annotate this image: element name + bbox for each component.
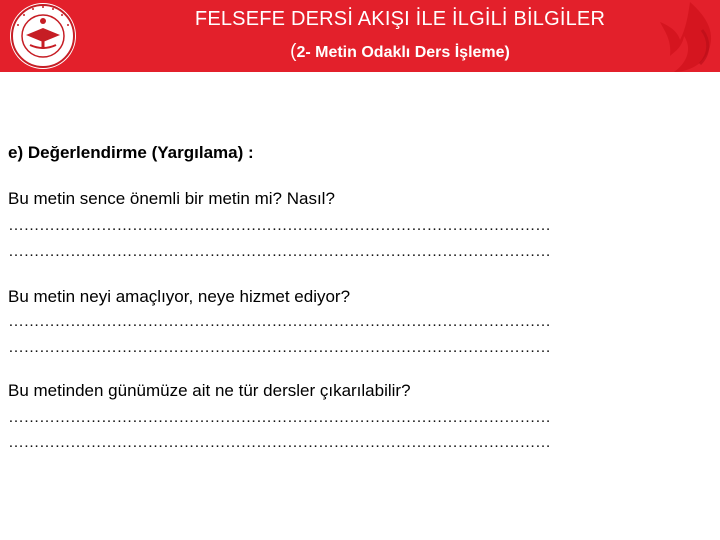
page-title: FELSEFE DERSİ AKIŞI İLE İLGİLİ BİLGİLER: [194, 8, 606, 30]
header-banner: [0, 0, 720, 72]
page-subtitle: [150, 41, 650, 63]
answer-line-2b: ……………………………………………………………………………………………: [8, 339, 551, 356]
answer-line-2a: ……………………………………………………………………………………………: [8, 313, 551, 330]
question-1: Bu metin sence önemli bir metin mi? Nasıl?: [8, 189, 335, 208]
answer-line-1b: ……………………………………………………………………………………………: [8, 243, 551, 260]
subtitle-open-paren: (: [290, 41, 297, 62]
subtitle-text: 2- Metin Odaklı Ders İşleme): [296, 44, 510, 61]
answer-line-1a: ……………………………………………………………………………………………: [8, 217, 551, 234]
flame-icon: [630, 0, 720, 72]
question-3: Bu metinden günümüze ait ne tür dersler çıkarılabilir?: [8, 381, 411, 400]
question-2: Bu metin neyi amaçlıyor, neye hizmet ediyor?: [8, 287, 351, 306]
section-heading: e) Değerlendirme (Yargılama) :: [8, 143, 254, 162]
meb-emblem-icon: [8, 1, 78, 71]
answer-line-3a: ……………………………………………………………………………………………: [8, 409, 551, 426]
answer-line-3b: ……………………………………………………………………………………………: [8, 434, 551, 451]
